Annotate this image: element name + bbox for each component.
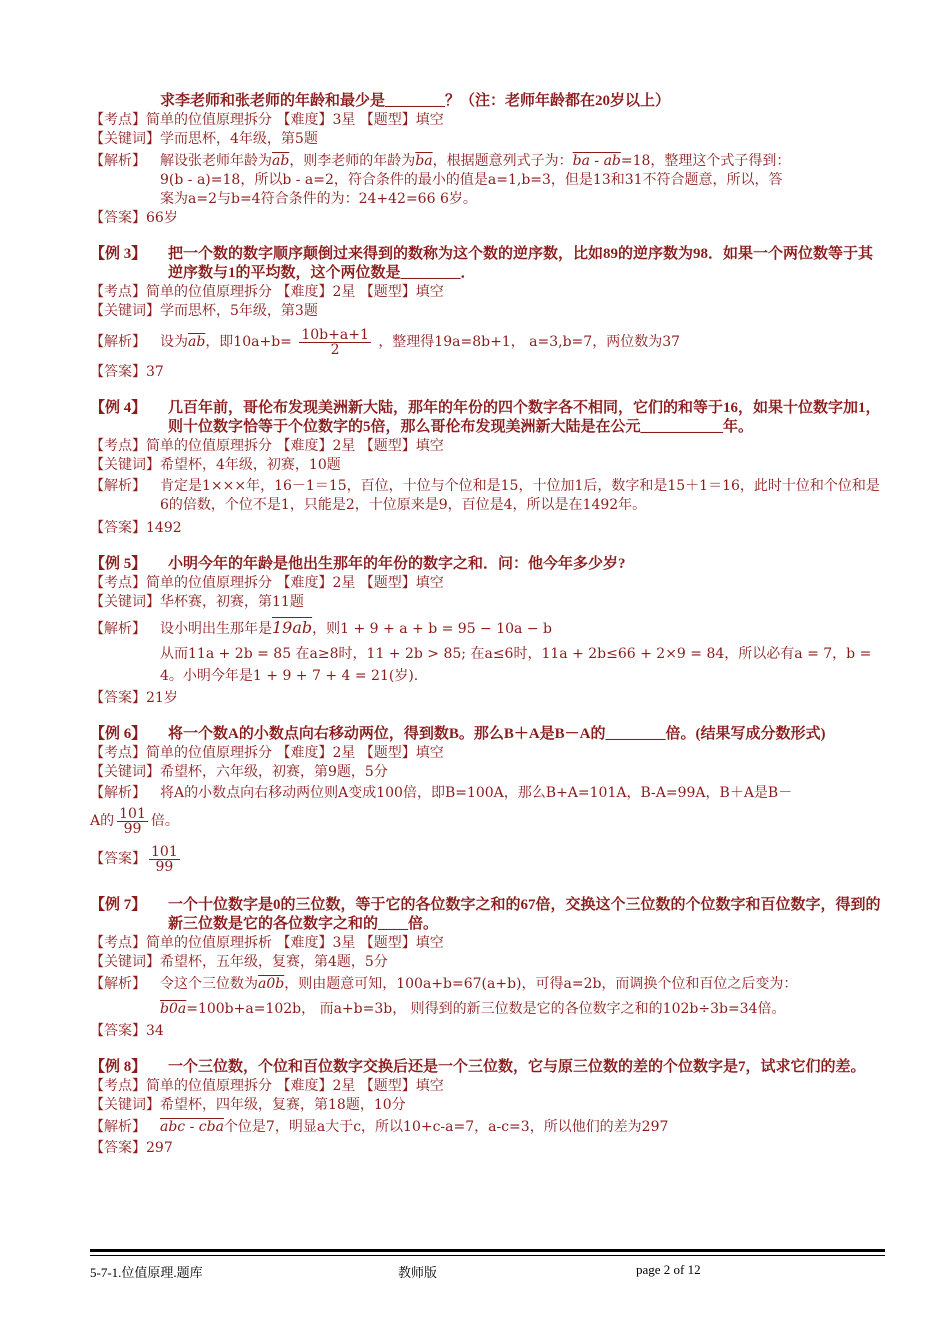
q3-solution-body: 设为$\overline{ab}$，即10a+b= $\frac{10b+a+1}{2}$ ，整理得19a=8b+1， a=3,b=7，两位数为37 bbox=[160, 326, 681, 358]
q2-solution-label: 【解析】 bbox=[90, 153, 146, 169]
q6-keywords: 【关键词】希望杯，六年级，初赛，第9题，5分 bbox=[90, 764, 388, 780]
q4-solution bbox=[90, 475, 885, 515]
q7-math-a0b: a0b bbox=[258, 976, 285, 992]
q6-label: 【例 6】 bbox=[90, 726, 147, 742]
q2-keywords: 【关键词】学而思杯，4年级，第5题 bbox=[90, 131, 318, 147]
q2-kaodian: 【考点】简单的位值原理拆分 【难度】3星 【题型】填空 bbox=[90, 112, 444, 128]
q7-question: 【例 7】 一个十位数字是0的三位数，等于它的各位数字之和的67倍，交换这个三位数的个位数字和百位数字，得到的新三位数是它的各位数字之和的____倍。 bbox=[90, 897, 881, 932]
q6-solution-label: 【解析】 bbox=[90, 785, 146, 801]
q5-answer: 【答案】21岁 bbox=[90, 690, 178, 706]
document-content bbox=[90, 92, 885, 1158]
q6-question: 【例 6】 将一个数A的小数点向右移动两位，得到数B。那么B＋A是B－A的________倍。(结果写成分数形式) bbox=[90, 726, 826, 742]
q5-solution-continued: 从而11a + 2b = 85 在a≥8时，11 + 2b > 85; 在a≤6时，11a + 2b≤66 + 2×9 = 84，所以必有a = 7，b = 4。小明今年是1 + 9 + 7 + 4 = 21(岁). bbox=[160, 646, 872, 684]
q2-answer: 【答案】66岁 bbox=[90, 210, 178, 226]
q3-solution bbox=[90, 325, 885, 359]
footer-page-number: page 2 of 12 bbox=[636, 1262, 701, 1277]
q6-answer: 【答案】 $\frac{101}{99}$ bbox=[90, 843, 178, 875]
q6-fraction: $\frac{101}{99}$ bbox=[119, 805, 146, 837]
q6-answer-fraction: $\frac{101}{99}$ bbox=[151, 843, 178, 875]
footer-center: 教师版 bbox=[398, 1265, 438, 1280]
q3-solution-label: 【解析】 bbox=[90, 334, 146, 350]
q7-math-b0a: b0a bbox=[160, 1001, 187, 1017]
q8-kaodian: 【考点】简单的位值原理拆分 【难度】2星 【题型】填空 bbox=[90, 1078, 444, 1094]
q7-label: 【例 7】 bbox=[90, 897, 147, 913]
q5-keywords: 【关键词】华杯赛，初赛，第11题 bbox=[90, 594, 304, 610]
q8-keywords: 【关键词】希望杯，四年级，复赛，第18题，10分 bbox=[90, 1097, 406, 1113]
q3-kaodian: 【考点】简单的位值原理拆分 【难度】2星 【题型】填空 bbox=[90, 284, 444, 300]
q3-answer: 【答案】37 bbox=[90, 364, 164, 380]
q4-question: 【例 4】 几百年前，哥伦布发现美洲新大陆，那年的年份的四个数字各不相同，它们的和等于16，如果十位数字加1，则十位数字恰等于个位数字的5倍，那么哥伦布发现美洲新大陆是在公元___________年。 bbox=[90, 400, 881, 435]
q3-math-ab: $\overline{ab}$ bbox=[188, 334, 206, 350]
q2-solution-body: 解设张老师年龄为$\overline{ab}$，则李老师的年龄为$\overline{ba}$，根据题意列式子为：ba - ab=18，整理这个式子得到： 9(b - a)=18，所以b - a=2，符合条件的最小的值是a=1,b=3，但是13和31不符合题意，所以，答 案为a=2与b=4符合条件的为：24+42=66 6岁。 bbox=[160, 153, 791, 207]
q6-kaodian: 【考点】简单的位值原理拆分 【难度】2星 【题型】填空 bbox=[90, 745, 444, 761]
q5-math-19ab: 19ab bbox=[272, 618, 313, 637]
q5-solution-body: 设小明出生那年是19ab，则1 + 9 + a + b = 95 − 10a − b bbox=[160, 618, 552, 637]
q4-label: 【例 4】 bbox=[90, 400, 147, 416]
q2-question-tail: 求李老师和张老师的年龄和最少是________？（注：老师年龄都在20岁以上） bbox=[160, 93, 671, 109]
q4-keywords: 【关键词】希望杯，4年级，初赛，10题 bbox=[90, 457, 341, 473]
q2-solution bbox=[90, 149, 885, 209]
q3-keywords: 【关键词】学而思杯，5年级，第3题 bbox=[90, 303, 318, 319]
q7-kaodian: 【考点】简单的位值原理拆析 【难度】3星 【题型】填空 bbox=[90, 935, 444, 951]
q6-solution bbox=[90, 782, 885, 803]
q7-solution-line2: b0a=100b+a=102b， 而a+b=3b， 则得到的新三位数是它的各位数字之和的102b÷3b=34倍。 bbox=[160, 1001, 786, 1017]
q8-math-abc-minus-cba: abc - cba bbox=[160, 1119, 224, 1135]
q3-fraction: $\frac{10b+a+1}{2}$ bbox=[301, 326, 369, 358]
q7-solution: 【解析】 令这个三位数为a0b，则由题意可知，100a+b=67(a+b)，可得a=2b，而调换个位和百位之后变为： bbox=[90, 972, 885, 996]
footer-rule-thin bbox=[90, 1255, 885, 1256]
q7-solution-label: 【解析】 bbox=[90, 976, 146, 992]
q4-answer: 【答案】1492 bbox=[90, 520, 182, 536]
q6-solution-line2: A的 $\frac{101}{99}$ 倍。 bbox=[90, 805, 179, 837]
q8-solution: 【解析】 abc - cba个位是7，明显a大于c，所以10+c-a=7，a-c=3，所以他们的差为297 bbox=[90, 1115, 885, 1139]
q2-math-ba: $\overline{ba}$ bbox=[415, 153, 433, 169]
footer-left: 5-7-1.位值原理.题库 bbox=[90, 1265, 203, 1280]
q7-answer: 【答案】34 bbox=[90, 1023, 164, 1039]
q5-solution-label: 【解析】 bbox=[90, 621, 146, 637]
q7-keywords: 【关键词】希望杯，五年级，复赛，第4题，5分 bbox=[90, 954, 388, 970]
footer-rule-thick bbox=[90, 1249, 885, 1252]
q2-math-ab: $\overline{ab}$ bbox=[272, 153, 290, 169]
q5-question: 【例 5】 小明今年的年龄是他出生那年的年份的数字之和．问：他今年多少岁? bbox=[90, 556, 626, 572]
q5-kaodian: 【考点】简单的位值原理拆分 【难度】2星 【题型】填空 bbox=[90, 575, 444, 591]
q8-solution-label: 【解析】 bbox=[90, 1119, 146, 1135]
q4-solution-label: 【解析】 bbox=[90, 478, 146, 494]
q4-kaodian: 【考点】简单的位值原理拆分 【难度】2星 【题型】填空 bbox=[90, 438, 444, 454]
q2-math-ba-minus-ab: ba - ab bbox=[572, 153, 621, 169]
q8-question: 【例 8】 一个三位数，个位和百位数字交换后还是一个三位数，它与原三位数的差的个位数字是7，试求它们的差。 bbox=[90, 1059, 866, 1075]
q6-solution-line1: 将A的小数点向右移动两位则A变成100倍，即B=100A，那么B+A=101A，B-A=99A，B＋A是B－ bbox=[160, 785, 793, 801]
q8-label: 【例 8】 bbox=[90, 1059, 147, 1075]
q3-label: 【例 3】 bbox=[90, 246, 147, 262]
q3-question: 【例 3】 把一个数的数字顺序颠倒过来得到的数称为这个数的逆序数，比如89的逆序数为98．如果一个两位数等于其逆序数与1的平均数，这个两位数是________． bbox=[90, 246, 874, 281]
q8-answer: 【答案】297 bbox=[90, 1140, 173, 1156]
q5-label: 【例 5】 bbox=[90, 556, 147, 572]
q5-solution bbox=[90, 616, 885, 641]
q4-solution-body: 肯定是1×××年，16－1＝15，百位，十位与个位和是15，十位加1后，数字和是15＋1＝16，此时十位和个位和是6的倍数，个位不是1，只能是2，十位原来是9，百位是4，所以是在1492年。 bbox=[160, 478, 880, 513]
